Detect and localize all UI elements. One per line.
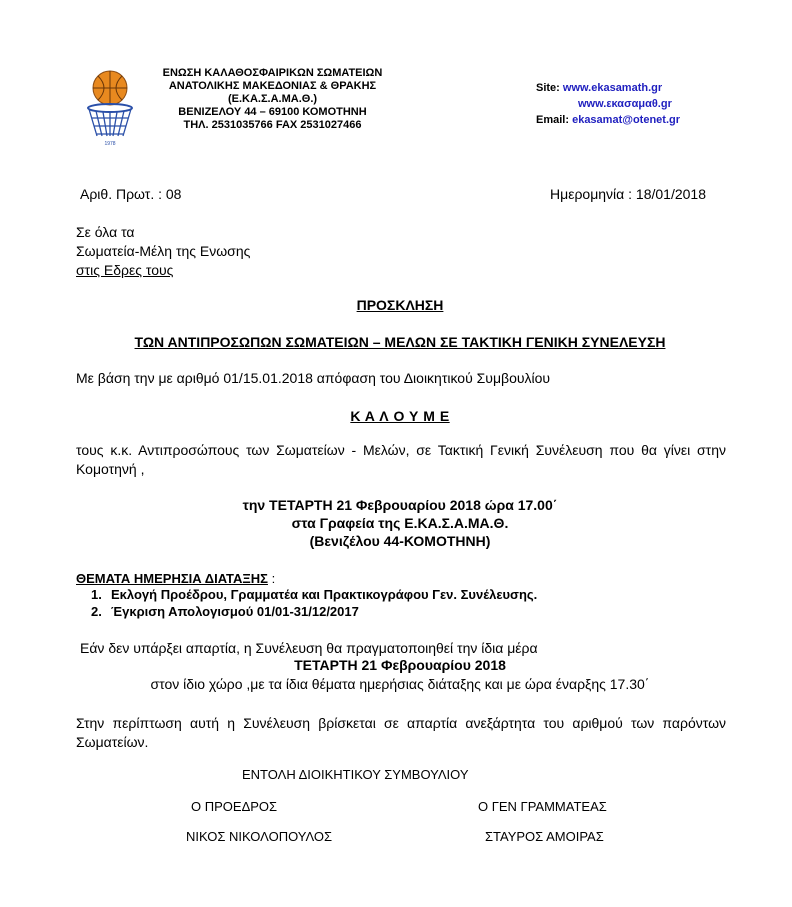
invitation-subtitle: ΤΩΝ ΑΝΤΙΠΡΟΣΩΠΩΝ ΣΩΜΑΤΕΙΩΝ – ΜΕΛΩΝ ΣΕ ΤΑΚΤΙΚΗ ΓΕΝΙΚΗ ΣΥΝΕΛΕΥΣΗ <box>134 334 666 350</box>
document-date: Ημερομηνία : 18/01/2018 <box>550 186 706 202</box>
agenda-item <box>91 604 359 619</box>
svg-text:1978: 1978 <box>104 141 116 147</box>
meeting-location: στα Γραφεία της Ε.ΚΑ.Σ.Α.ΜΑ.Θ. <box>291 515 509 531</box>
org-address: ΒΕΝΙΖΕΛΟΥ 44 – 69100 ΚΟΜΟΤΗΝΗ <box>178 106 367 118</box>
agenda-heading-row <box>76 571 275 586</box>
email-label: Email: <box>536 114 570 126</box>
meeting-address: (Βενιζέλου 44-ΚΟΜΟΤΗΝΗ) <box>309 533 491 549</box>
org-abbrev: (Ε.ΚΑ.Σ.Α.ΜΑ.Θ.) <box>227 93 318 105</box>
site-link[interactable]: www.ekasamath.gr <box>562 82 663 94</box>
quorum-note: Στην περίπτωση αυτή η Συνέλευση βρίσκεται σε απαρτία ανεξάρτητα του αριθμού των παρόντων Σωματείων. <box>76 715 726 750</box>
president-name: ΝΙΚΟΣ ΝΙΚΟΛΟΠΟΥΛΟΣ <box>186 829 333 844</box>
meeting-date-time: την ΤΕΤΑΡΤΗ 21 Φεβρουαρίου 2018 ώρα 17.00΄ <box>242 497 558 513</box>
email-link[interactable]: ekasamat@otenet.gr <box>572 114 681 126</box>
decision-basis: Με βάση την με αριθμό 01/15.01.2018 απόφαση του Διοικητικού Συμβουλίου <box>76 370 551 386</box>
body-text: τους κ.κ. Αντιπροσώπους των Σωματείων - Μελών, σε Τακτική Γενική Συνέλευση που θα γίνει στην Κομοτηνή , <box>76 442 726 477</box>
basketball-hoop-logo-icon <box>80 68 140 148</box>
org-name: ΕΝΩΣΗ ΚΑΛΑΘΟΣΦΑΙΡΙΚΩΝ ΣΩΜΑΤΕΙΩΝ <box>162 67 383 79</box>
recipient-line-2: Σωματεία-Μέλη της Ενωσης <box>76 243 251 259</box>
contact-block <box>536 80 706 128</box>
agenda-item <box>91 587 537 602</box>
call-word: Κ Α Λ Ο Υ Μ Ε <box>350 408 450 424</box>
secretary-name: ΣΤΑΥΡΟΣ ΑΜΟΙΡΑΣ <box>485 829 604 844</box>
agenda-item-text: Εκλογή Προέδρου, Γραμματέα και Πρακτικογράφου Γεν. Συνέλευσης. <box>111 587 538 602</box>
invitation-title: ΠΡΟΣΚΛΗΣΗ <box>356 297 444 313</box>
quorum-line-1: Εάν δεν υπάρξει απαρτία, η Συνέλευση θα πραγματοποιηθεί την ίδια μέρα <box>80 640 538 656</box>
site-link-greek[interactable]: www.εκασαμαθ.gr <box>578 98 672 110</box>
org-header <box>140 67 405 132</box>
recipient-line-1: Σε όλα τα <box>76 224 135 240</box>
agenda-colon: : <box>267 571 276 586</box>
site-label: Site: <box>536 82 560 94</box>
agenda-item-text: Έγκριση Απολογισμού 01/01-31/12/2017 <box>111 604 359 619</box>
secretary-title: Ο ΓΕΝ ΓΡΑΜΜΑΤΕΑΣ <box>478 799 607 814</box>
agenda-item-number: 1. <box>91 587 102 602</box>
agenda-item-number: 2. <box>91 604 102 619</box>
agenda-heading: ΘΕΜΑΤΑ ΗΜΕΡΗΣΙΑ ΔΙΑΤΑΞΗΣ <box>76 571 268 586</box>
org-region: ΑΝΑΤΟΛΙΚΗΣ ΜΑΚΕΔΟΝΙΑΣ & ΘΡΑΚΗΣ <box>168 80 377 92</box>
recipient-line-3: στις Εδρες τους <box>76 262 174 278</box>
protocol-number: Αριθ. Πρωτ. : 08 <box>80 186 182 202</box>
president-title: Ο ΠΡΟΕΔΡΟΣ <box>191 799 278 814</box>
board-order: ΕΝΤΟΛΗ ΔΙΟΙΚΗΤΙΚΟΥ ΣΥΜΒΟΥΛΙΟΥ <box>242 767 469 782</box>
quorum-date: ΤΕΤΑΡΤΗ 21 Φεβρουαρίου 2018 <box>294 657 506 673</box>
quorum-line-3: στον ίδιο χώρο ,με τα ίδια θέματα ημερήσιας διάταξης και με ώρα έναρξης 17.30΄ <box>150 676 650 692</box>
org-phone: ΤΗΛ. 2531035766 FAX 2531027466 <box>183 119 362 131</box>
logo <box>80 68 140 148</box>
